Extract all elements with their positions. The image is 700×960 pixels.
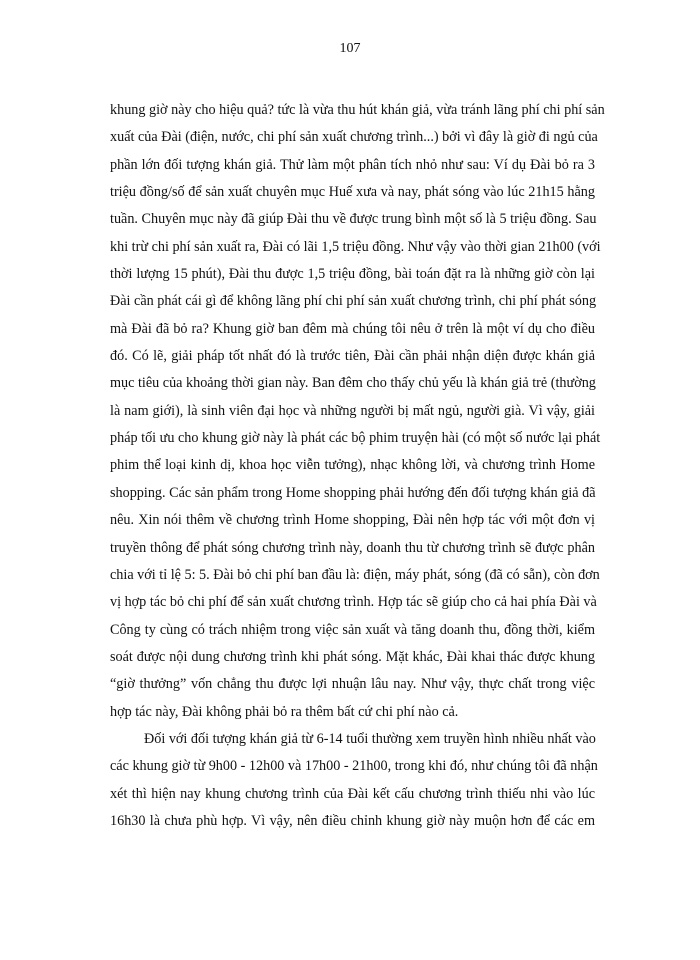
text-line: Công ty cùng có trách nhiệm trong việc sản xuất và tăng doanh thu, đồng thời, kiểm xyxy=(110,621,595,638)
text-line: nêu. Xin nói thêm về chương trình Home shopping, Đài nên hợp tác với một đơn vị xyxy=(110,512,595,529)
text-line: khi trừ chi phí sản xuất ra, Đài có lãi 1,5 triệu đồng. Như vậy vào thời gian 21h00 (với xyxy=(110,238,601,255)
text-line: 16h30 là chưa phù hợp. Vì vậy, nên điều chỉnh khung giờ này muộn hơn để các em xyxy=(110,812,595,829)
text-line: phim thể loại kinh dị, khoa học viễn tưởng), nhạc không lời, và chương trình Home xyxy=(110,457,595,474)
text-line: mà Đài đã bỏ ra? Khung giờ ban đêm mà chúng tôi nêu ở trên là một ví dụ cho điều xyxy=(110,320,595,337)
text-line: tuần. Chuyên mục này đã giúp Đài thu về được trung bình một số là 5 triệu đồng. Sau xyxy=(110,211,597,228)
body-text xyxy=(110,97,605,835)
text-line: pháp tối ưu cho khung giờ này là phát các bộ phim truyện hài (có một số nước lại phát xyxy=(110,430,601,447)
text-line: triệu đồng/số để sản xuất chuyên mục Huế xưa và nay, phát sóng vào lúc 21h15 hằng xyxy=(110,184,595,201)
text-line: các khung giờ từ 9h00 - 12h00 và 17h00 - 21h00, trong khi đó, như chúng tôi đã nhận xyxy=(110,758,598,775)
text-line: hợp tác này, Đài không phải bỏ ra thêm bất cứ chi phí nào cả. xyxy=(110,703,459,720)
text-line: Đối với đối tượng khán giả từ 6-14 tuổi thường xem truyền hình nhiều nhất vào xyxy=(144,730,596,747)
text-line: là nam giới), là sinh viên đại học và những người bị mất ngủ, người già. Vì vậy, giải xyxy=(110,402,595,419)
text-line: đó. Có lẽ, giải pháp tốt nhất đó là trước tiên, Đài cần phải nhận diện được khán giả xyxy=(110,348,595,365)
text-line: chia với tỉ lệ 5: 5. Đài bỏ chi phí ban đầu là: điện, máy phát, sóng (đã có sẵn), còn đơn xyxy=(110,566,600,583)
text-line: xét thì hiện nay khung chương trình của Đài kết cấu chương trình thiếu nhi vào lúc xyxy=(110,785,595,802)
text-line: thời lượng 15 phút), Đài thu được 1,5 triệu đồng, bài toán đặt ra là những giờ còn lại xyxy=(110,266,595,283)
page-number: 107 xyxy=(339,41,361,56)
text-line: Đài cần phát cái gì để không lãng phí chi phí sản xuất chương trình, chi phí phát sóng xyxy=(110,293,597,310)
text-line: khung giờ này cho hiệu quả? tức là vừa thu hút khán giả, vừa tránh lãng phí chi phí sản xyxy=(110,102,605,118)
text-line: shopping. Các sản phẩm trong Home shopping phải hướng đến đối tượng khán giả đã xyxy=(110,484,596,501)
text-line: “giờ thưởng” vốn chẳng thu được lợi nhuận lâu nay. Như vậy, thực chất trong việc xyxy=(110,676,595,693)
text-line: xuất của Đài (điện, nước, chi phí sản xuất chương trình...) bởi vì đây là giờ đi ngủ của xyxy=(110,129,598,146)
text-line: truyền thông để phát sóng chương trình này, doanh thu từ chương trình sẽ được phân xyxy=(110,539,595,556)
text-line: phần lớn đối tượng khán giả. Thử làm một phân tích nhỏ như sau: Ví dụ Đài bỏ ra 3 xyxy=(110,156,595,173)
text-line: mục tiêu của khoảng thời gian này. Ban đêm cho thấy chủ yếu là khán giả trẻ (thường xyxy=(110,375,596,392)
text-line: soát được nội dung chương trình khi phát sóng. Mặt khác, Đài khai thác được khung xyxy=(110,648,595,665)
text-line: vị hợp tác bỏ chi phí để sản xuất chương trình. Hợp tác sẽ giúp cho cả hai phía Đài và xyxy=(110,594,597,611)
